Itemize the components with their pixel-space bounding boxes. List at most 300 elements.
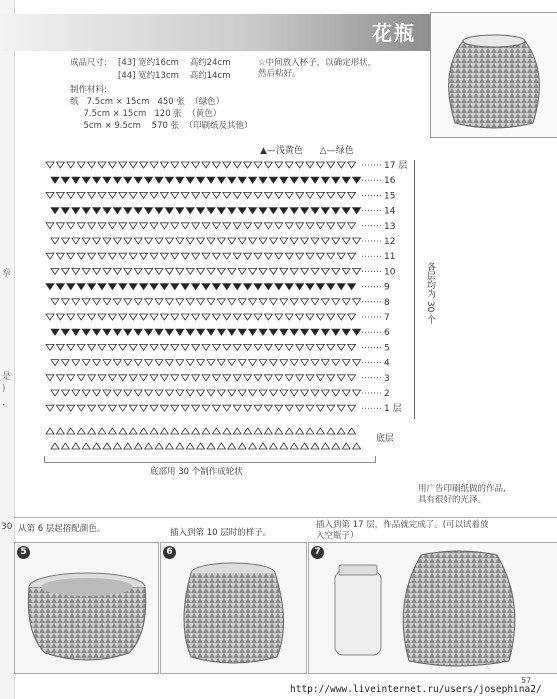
folded-unit-icon — [321, 329, 329, 335]
row-label: 1 层 — [384, 404, 402, 415]
folded-unit-icon — [316, 314, 324, 320]
folded-unit-icon — [238, 360, 246, 366]
folded-unit-icon — [280, 360, 288, 366]
folded-unit-icon — [124, 208, 132, 214]
folded-unit-icon — [316, 162, 324, 168]
folded-unit-icon — [72, 299, 80, 305]
folded-unit-icon — [254, 192, 262, 198]
base-unit-icon — [353, 443, 361, 449]
folded-unit-icon — [145, 360, 153, 366]
base-unit-icon — [223, 428, 231, 434]
folded-unit-icon — [61, 177, 69, 183]
folded-unit-icon — [129, 253, 137, 259]
left-page-fragment: 是 — [2, 372, 12, 382]
folded-unit-icon — [155, 268, 163, 274]
folded-unit-icon — [119, 375, 127, 381]
folded-unit-icon — [145, 299, 153, 305]
folded-unit-icon — [290, 360, 298, 366]
folded-unit-icon — [119, 405, 127, 411]
folded-unit-icon — [67, 405, 75, 411]
folded-unit-icon — [321, 208, 329, 214]
folded-unit-icon — [332, 329, 340, 335]
folded-unit-icon — [46, 192, 54, 198]
folded-unit-icon — [244, 375, 252, 381]
paper-row: 7.5cm × 15cm 120 张 （黄色） — [70, 109, 222, 119]
folded-unit-icon — [98, 375, 106, 381]
folded-unit-icon — [249, 329, 257, 335]
folded-unit-icon — [129, 284, 137, 290]
folded-unit-icon — [108, 405, 116, 411]
folded-unit-icon — [82, 360, 90, 366]
folded-unit-icon — [150, 223, 158, 229]
folded-unit-icon — [296, 405, 304, 411]
base-unit-icon — [77, 428, 85, 434]
folded-unit-icon — [82, 177, 90, 183]
folded-unit-icon — [296, 284, 304, 290]
base-unit-icon — [197, 443, 205, 449]
folded-unit-icon — [108, 344, 116, 350]
folded-unit-icon — [233, 314, 241, 320]
folded-unit-icon — [301, 208, 309, 214]
folded-unit-icon — [280, 238, 288, 244]
folded-unit-icon — [280, 299, 288, 305]
folded-unit-icon — [51, 268, 59, 274]
folded-unit-icon — [93, 268, 101, 274]
folded-unit-icon — [233, 375, 241, 381]
folded-unit-icon — [296, 223, 304, 229]
folded-unit-icon — [327, 223, 335, 229]
row-label: 11 — [384, 252, 396, 263]
legend-light: △—绿色 — [319, 146, 354, 156]
folded-unit-icon — [82, 208, 90, 214]
folded-unit-icon — [82, 329, 90, 335]
folded-unit-icon — [145, 238, 153, 244]
folded-unit-icon — [311, 299, 319, 305]
folded-unit-icon — [296, 253, 304, 259]
folded-unit-icon — [197, 208, 205, 214]
folded-unit-icon — [165, 299, 173, 305]
base-unit-icon — [332, 443, 340, 449]
folded-unit-icon — [88, 223, 96, 229]
folded-unit-icon — [197, 238, 205, 244]
folded-unit-icon — [46, 284, 54, 290]
folded-unit-icon — [301, 299, 309, 305]
folded-unit-icon — [337, 253, 345, 259]
base-unit-icon — [233, 428, 241, 434]
folded-unit-icon — [306, 162, 314, 168]
folded-unit-icon — [316, 192, 324, 198]
folded-unit-icon — [249, 268, 257, 274]
base-unit-icon — [290, 443, 298, 449]
folded-unit-icon — [181, 405, 189, 411]
base-unit-icon — [296, 428, 304, 434]
folded-unit-icon — [176, 268, 184, 274]
folded-unit-icon — [165, 390, 173, 396]
folded-unit-icon — [264, 162, 272, 168]
folded-unit-icon — [155, 360, 163, 366]
base-unit-icon — [67, 428, 75, 434]
folded-unit-icon — [353, 268, 361, 274]
folded-unit-icon — [353, 390, 361, 396]
folded-unit-icon — [134, 208, 142, 214]
folded-unit-icon — [264, 375, 272, 381]
folded-unit-icon — [275, 344, 283, 350]
base-unit-icon — [244, 428, 252, 434]
base-label: 底层 — [376, 434, 395, 444]
folded-unit-icon — [150, 344, 158, 350]
folded-unit-icon — [155, 208, 163, 214]
folded-unit-icon — [72, 329, 80, 335]
folded-unit-icon — [61, 360, 69, 366]
base-unit-icon — [51, 443, 59, 449]
folded-unit-icon — [46, 375, 54, 381]
folded-unit-icon — [212, 344, 220, 350]
folded-unit-icon — [186, 238, 194, 244]
folded-unit-icon — [77, 314, 85, 320]
folded-unit-icon — [103, 299, 111, 305]
base-unit-icon — [140, 428, 148, 434]
folded-unit-icon — [348, 223, 356, 229]
folded-unit-icon — [321, 390, 329, 396]
base-unit-icon — [254, 428, 262, 434]
folded-unit-icon — [46, 223, 54, 229]
folded-unit-icon — [56, 253, 64, 259]
folded-unit-icon — [129, 314, 137, 320]
folded-unit-icon — [217, 390, 225, 396]
source-url: http://www.liveinternet.ru/users/josephina2/ — [290, 684, 542, 695]
folded-unit-icon — [129, 223, 137, 229]
folded-unit-icon — [223, 162, 231, 168]
folded-unit-icon — [269, 390, 277, 396]
folded-unit-icon — [212, 314, 220, 320]
step-number: 6 — [163, 546, 176, 559]
folded-unit-icon — [332, 390, 340, 396]
folded-unit-icon — [238, 390, 246, 396]
folded-unit-icon — [285, 375, 293, 381]
folded-unit-icon — [176, 360, 184, 366]
left-page-number: 30 — [1, 522, 13, 532]
folded-unit-icon — [192, 223, 200, 229]
folded-unit-icon — [290, 208, 298, 214]
folded-unit-icon — [306, 223, 314, 229]
folded-unit-icon — [77, 223, 85, 229]
folded-unit-icon — [134, 238, 142, 244]
folded-unit-icon — [228, 208, 236, 214]
base-unit-icon — [316, 428, 324, 434]
folded-unit-icon — [56, 405, 64, 411]
folded-unit-icon — [150, 405, 158, 411]
legend-dark: ▲—浅黄色 — [260, 146, 303, 156]
folded-unit-icon — [192, 405, 200, 411]
folded-unit-icon — [207, 268, 215, 274]
folded-unit-icon — [93, 299, 101, 305]
folded-unit-icon — [98, 162, 106, 168]
row-label: 13 — [384, 221, 396, 232]
folded-unit-icon — [113, 238, 121, 244]
folded-unit-icon — [223, 314, 231, 320]
folded-unit-icon — [264, 344, 272, 350]
folded-unit-icon — [233, 162, 241, 168]
folded-unit-icon — [269, 268, 277, 274]
folded-unit-icon — [275, 253, 283, 259]
folded-unit-icon — [306, 253, 314, 259]
folded-unit-icon — [337, 314, 345, 320]
folded-unit-icon — [155, 238, 163, 244]
folded-unit-icon — [290, 238, 298, 244]
folded-unit-icon — [113, 299, 121, 305]
folded-unit-icon — [77, 162, 85, 168]
base-unit-icon — [46, 428, 54, 434]
base-unit-icon — [238, 443, 246, 449]
folded-unit-icon — [108, 192, 116, 198]
folded-unit-icon — [285, 284, 293, 290]
folded-unit-icon — [165, 360, 173, 366]
folded-unit-icon — [254, 162, 262, 168]
folded-unit-icon — [108, 375, 116, 381]
folded-unit-icon — [103, 390, 111, 396]
folded-unit-icon — [98, 253, 106, 259]
base-unit-icon — [280, 443, 288, 449]
folded-unit-icon — [171, 192, 179, 198]
folded-unit-icon — [46, 162, 54, 168]
folded-unit-icon — [223, 192, 231, 198]
folded-unit-icon — [197, 390, 205, 396]
folded-unit-icon — [98, 223, 106, 229]
folded-unit-icon — [56, 162, 64, 168]
folded-unit-icon — [275, 284, 283, 290]
folded-unit-icon — [353, 329, 361, 335]
base-unit-icon — [181, 428, 189, 434]
folded-unit-icon — [296, 344, 304, 350]
folded-unit-icon — [332, 360, 340, 366]
folded-unit-icon — [124, 360, 132, 366]
page-title: 花瓶 — [372, 21, 416, 45]
base-unit-icon — [321, 443, 329, 449]
folded-unit-icon — [212, 192, 220, 198]
folded-unit-icon — [129, 192, 137, 198]
folded-unit-icon — [72, 360, 80, 366]
folded-unit-icon — [181, 192, 189, 198]
folded-unit-icon — [233, 223, 241, 229]
folded-unit-icon — [77, 192, 85, 198]
folded-unit-icon — [264, 223, 272, 229]
folded-unit-icon — [342, 360, 350, 366]
folded-unit-icon — [296, 162, 304, 168]
folded-unit-icon — [259, 177, 267, 183]
folded-unit-icon — [140, 162, 148, 168]
folded-unit-icon — [51, 299, 59, 305]
folded-unit-icon — [212, 253, 220, 259]
folded-unit-icon — [150, 253, 158, 259]
folded-unit-icon — [113, 390, 121, 396]
folded-unit-icon — [321, 268, 329, 274]
folded-unit-icon — [254, 223, 262, 229]
folded-unit-icon — [98, 314, 106, 320]
folded-unit-icon — [103, 208, 111, 214]
folded-unit-icon — [72, 177, 80, 183]
folded-unit-icon — [275, 223, 283, 229]
folded-unit-icon — [61, 299, 69, 305]
folded-unit-icon — [103, 268, 111, 274]
folded-unit-icon — [197, 177, 205, 183]
folded-unit-icon — [353, 360, 361, 366]
folded-unit-icon — [202, 375, 210, 381]
folded-unit-icon — [67, 284, 75, 290]
folded-unit-icon — [285, 314, 293, 320]
row-label: 6 — [384, 328, 390, 339]
folded-unit-icon — [134, 329, 142, 335]
folded-unit-icon — [51, 177, 59, 183]
folded-unit-icon — [244, 223, 252, 229]
folded-unit-icon — [192, 375, 200, 381]
folded-unit-icon — [108, 314, 116, 320]
folded-unit-icon — [77, 344, 85, 350]
folded-unit-icon — [337, 162, 345, 168]
folded-unit-icon — [93, 177, 101, 183]
base-unit-icon — [337, 428, 345, 434]
folded-unit-icon — [327, 192, 335, 198]
folded-unit-icon — [98, 284, 106, 290]
step-number: 5 — [17, 546, 30, 559]
base-unit-icon — [119, 428, 127, 434]
folded-unit-icon — [197, 329, 205, 335]
folded-unit-icon — [327, 314, 335, 320]
left-page-fragment: ) — [2, 384, 6, 394]
folded-unit-icon — [124, 268, 132, 274]
folded-unit-icon — [228, 268, 236, 274]
base-unit-icon — [228, 443, 236, 449]
tip-note: ☆中间放入杯子，以确定形状， 然后粘好。 — [258, 58, 377, 79]
folded-unit-icon — [353, 299, 361, 305]
folded-unit-icon — [223, 284, 231, 290]
folded-unit-icon — [181, 284, 189, 290]
folded-unit-icon — [342, 268, 350, 274]
folded-unit-icon — [171, 405, 179, 411]
folded-unit-icon — [244, 253, 252, 259]
folded-unit-icon — [88, 344, 96, 350]
folded-unit-icon — [202, 253, 210, 259]
folded-unit-icon — [228, 390, 236, 396]
folded-unit-icon — [238, 177, 246, 183]
folded-unit-icon — [119, 314, 127, 320]
folded-unit-icon — [285, 162, 293, 168]
base-unit-icon — [212, 428, 220, 434]
folded-unit-icon — [348, 405, 356, 411]
folded-unit-icon — [77, 284, 85, 290]
folded-unit-icon — [264, 192, 272, 198]
folded-unit-icon — [311, 329, 319, 335]
base-unit-icon — [72, 443, 80, 449]
folded-unit-icon — [93, 390, 101, 396]
folded-unit-icon — [160, 314, 168, 320]
folded-unit-icon — [223, 253, 231, 259]
folded-unit-icon — [207, 360, 215, 366]
each-row-note: 各层均为 30 个 — [425, 262, 435, 325]
folded-unit-icon — [327, 405, 335, 411]
folded-unit-icon — [285, 223, 293, 229]
folded-unit-icon — [285, 344, 293, 350]
folded-unit-icon — [254, 253, 262, 259]
folded-unit-icon — [88, 405, 96, 411]
folded-unit-icon — [264, 314, 272, 320]
folded-unit-icon — [93, 208, 101, 214]
folded-unit-icon — [353, 208, 361, 214]
base-unit-icon — [327, 428, 335, 434]
folded-unit-icon — [171, 162, 179, 168]
folded-unit-icon — [181, 253, 189, 259]
folded-unit-icon — [202, 344, 210, 350]
folded-unit-icon — [249, 177, 257, 183]
base-unit-icon — [269, 443, 277, 449]
folded-unit-icon — [348, 192, 356, 198]
folded-unit-icon — [259, 329, 267, 335]
folded-unit-icon — [290, 390, 298, 396]
folded-unit-icon — [103, 238, 111, 244]
folded-unit-icon — [217, 208, 225, 214]
folded-unit-icon — [327, 344, 335, 350]
folded-unit-icon — [275, 192, 283, 198]
base-unit-icon — [186, 443, 194, 449]
folded-unit-icon — [244, 314, 252, 320]
folded-unit-icon — [269, 360, 277, 366]
folded-unit-icon — [202, 192, 210, 198]
folded-unit-icon — [186, 329, 194, 335]
folded-unit-icon — [93, 329, 101, 335]
folded-unit-icon — [342, 177, 350, 183]
step-number: 7 — [311, 546, 324, 559]
folded-unit-icon — [321, 299, 329, 305]
folded-unit-icon — [155, 390, 163, 396]
folded-unit-icon — [280, 177, 288, 183]
folded-unit-icon — [108, 284, 116, 290]
folded-unit-icon — [254, 284, 262, 290]
folded-unit-icon — [160, 284, 168, 290]
row-label: 3 — [384, 373, 390, 384]
folded-unit-icon — [82, 299, 90, 305]
folded-unit-icon — [238, 238, 246, 244]
folded-unit-icon — [171, 344, 179, 350]
folded-unit-icon — [269, 329, 277, 335]
folded-unit-icon — [202, 223, 210, 229]
folded-unit-icon — [197, 360, 205, 366]
folded-unit-icon — [264, 253, 272, 259]
folded-unit-icon — [192, 162, 200, 168]
folded-unit-icon — [134, 299, 142, 305]
folded-unit-icon — [160, 223, 168, 229]
folded-unit-icon — [140, 253, 148, 259]
folded-unit-icon — [259, 390, 267, 396]
folded-unit-icon — [181, 344, 189, 350]
folded-unit-icon — [275, 375, 283, 381]
folded-unit-icon — [321, 360, 329, 366]
folded-unit-icon — [228, 329, 236, 335]
folded-unit-icon — [296, 375, 304, 381]
folded-unit-icon — [140, 344, 148, 350]
row-label: 16 — [384, 176, 396, 187]
folded-unit-icon — [67, 375, 75, 381]
folded-unit-icon — [327, 375, 335, 381]
base-unit-icon — [150, 428, 158, 434]
step-7-photo — [308, 542, 557, 674]
folded-unit-icon — [88, 162, 96, 168]
folded-unit-icon — [290, 299, 298, 305]
folded-unit-icon — [129, 375, 137, 381]
folded-unit-icon — [186, 268, 194, 274]
folded-unit-icon — [140, 405, 148, 411]
folded-unit-icon — [67, 314, 75, 320]
folded-unit-icon — [119, 223, 127, 229]
folded-unit-icon — [165, 238, 173, 244]
